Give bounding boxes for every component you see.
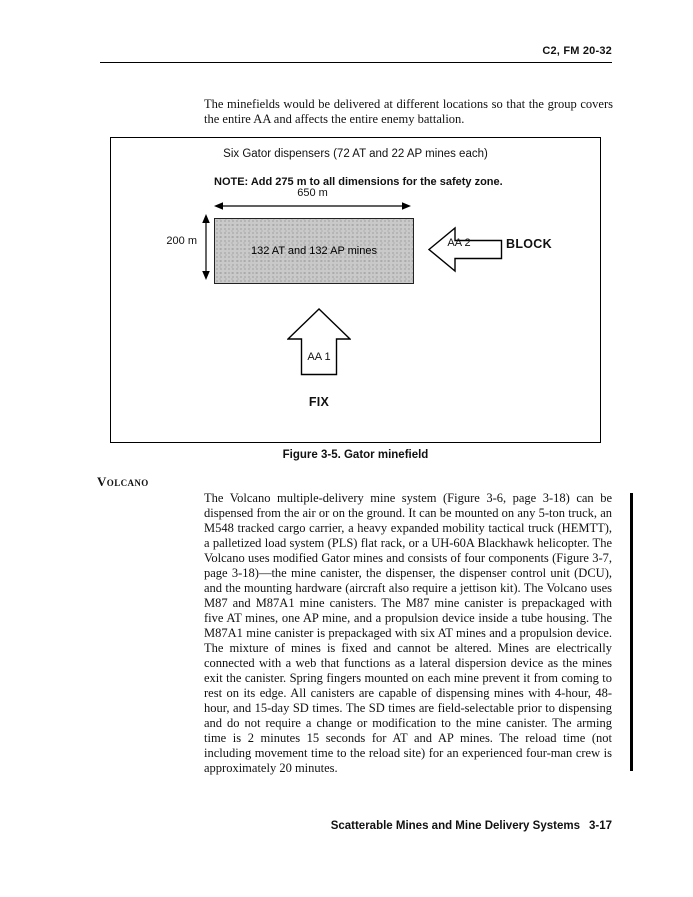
fix-label: FIX [308,395,330,409]
width-dimension-arrow-icon [214,200,411,212]
aa2-block-arrow-icon [428,225,503,274]
minefield-area [214,218,414,284]
figure-title: Six Gator dispensers (72 AT and 22 AP mines each) [223,148,488,160]
width-dimension-label: 650 m [297,187,328,199]
intro-paragraph: The minefields would be delivered at different locations so that the group covers the entire AA and affects the entire enemy battalion. [204,97,613,126]
height-dimension-arrow-icon [200,214,212,280]
aa1-label: AA 1 [307,351,331,363]
header-rule [100,62,612,63]
header-doc-id: C2, FM 20-32 [542,45,612,57]
height-dimension-label: 200 m [166,235,197,247]
change-bar [630,493,633,771]
aa2-label: AA 2 [447,237,471,249]
footer-page-number: 3-17 [588,820,612,832]
footer [331,820,612,832]
figure-caption: Figure 3-5. Gator minefield [282,449,429,461]
aa1-fix-arrow-icon [287,308,351,376]
figure-3-5-box [110,137,601,443]
volcano-paragraph: The Volcano multiple-delivery mine system (Figure 3-6, page 3-18) can be dispensed from the air or on the ground. It can be mounted on any 5-ton truck, an M548 tracked cargo carrier, a heavy expanded mobility tactical truck (HEMTT), a palletized load system (PLS) flat rack, or a UH-60A Blackhawk helicopter. The Volcano uses modified Gator mines and consists of four components (Figure 3-7, page 3-18)—the mine canister, the dispenser, the dispenser control unit (DCU), and the mounting hardware (aircraft also require a jettison kit). The Volcano uses M87 and M87A1 mine canisters. The M87 mine canister is prepackaged with five AT mines, one AP mine, and a propulsion device inside a tube housing. The M87A1 mine canister is prepackaged with six AT mines and a propulsion device. The mixture of mines is fixed and cannot be altered. Mines are electrically connected with a web that functions as a lateral dispersion device as the mines exit the canister. Spring fingers mounted on each mine prevent it from coming to rest on its edge. All canisters are capable of dispensing mines with 4-hour, 48-hour, and 15-day SD times. The SD times are field-selectable prior to dispensing and do not require a change or modification to the mine canister. The arming time is 2 minutes 15 seconds for AT and AP mines. The reload time (not including movement time to the reload site) for an experienced four-man crew is approximately 20 minutes. [204,491,612,775]
minefield-label: 132 AT and 132 AP mines [251,245,377,257]
section-heading-volcano: Volcano [97,474,149,489]
figure-note: NOTE: Add 275 m to all dimensions for the safety zone. [214,176,503,188]
footer-title: Scatterable Mines and Mine Delivery Systems [330,820,580,832]
block-label: BLOCK [506,237,552,251]
